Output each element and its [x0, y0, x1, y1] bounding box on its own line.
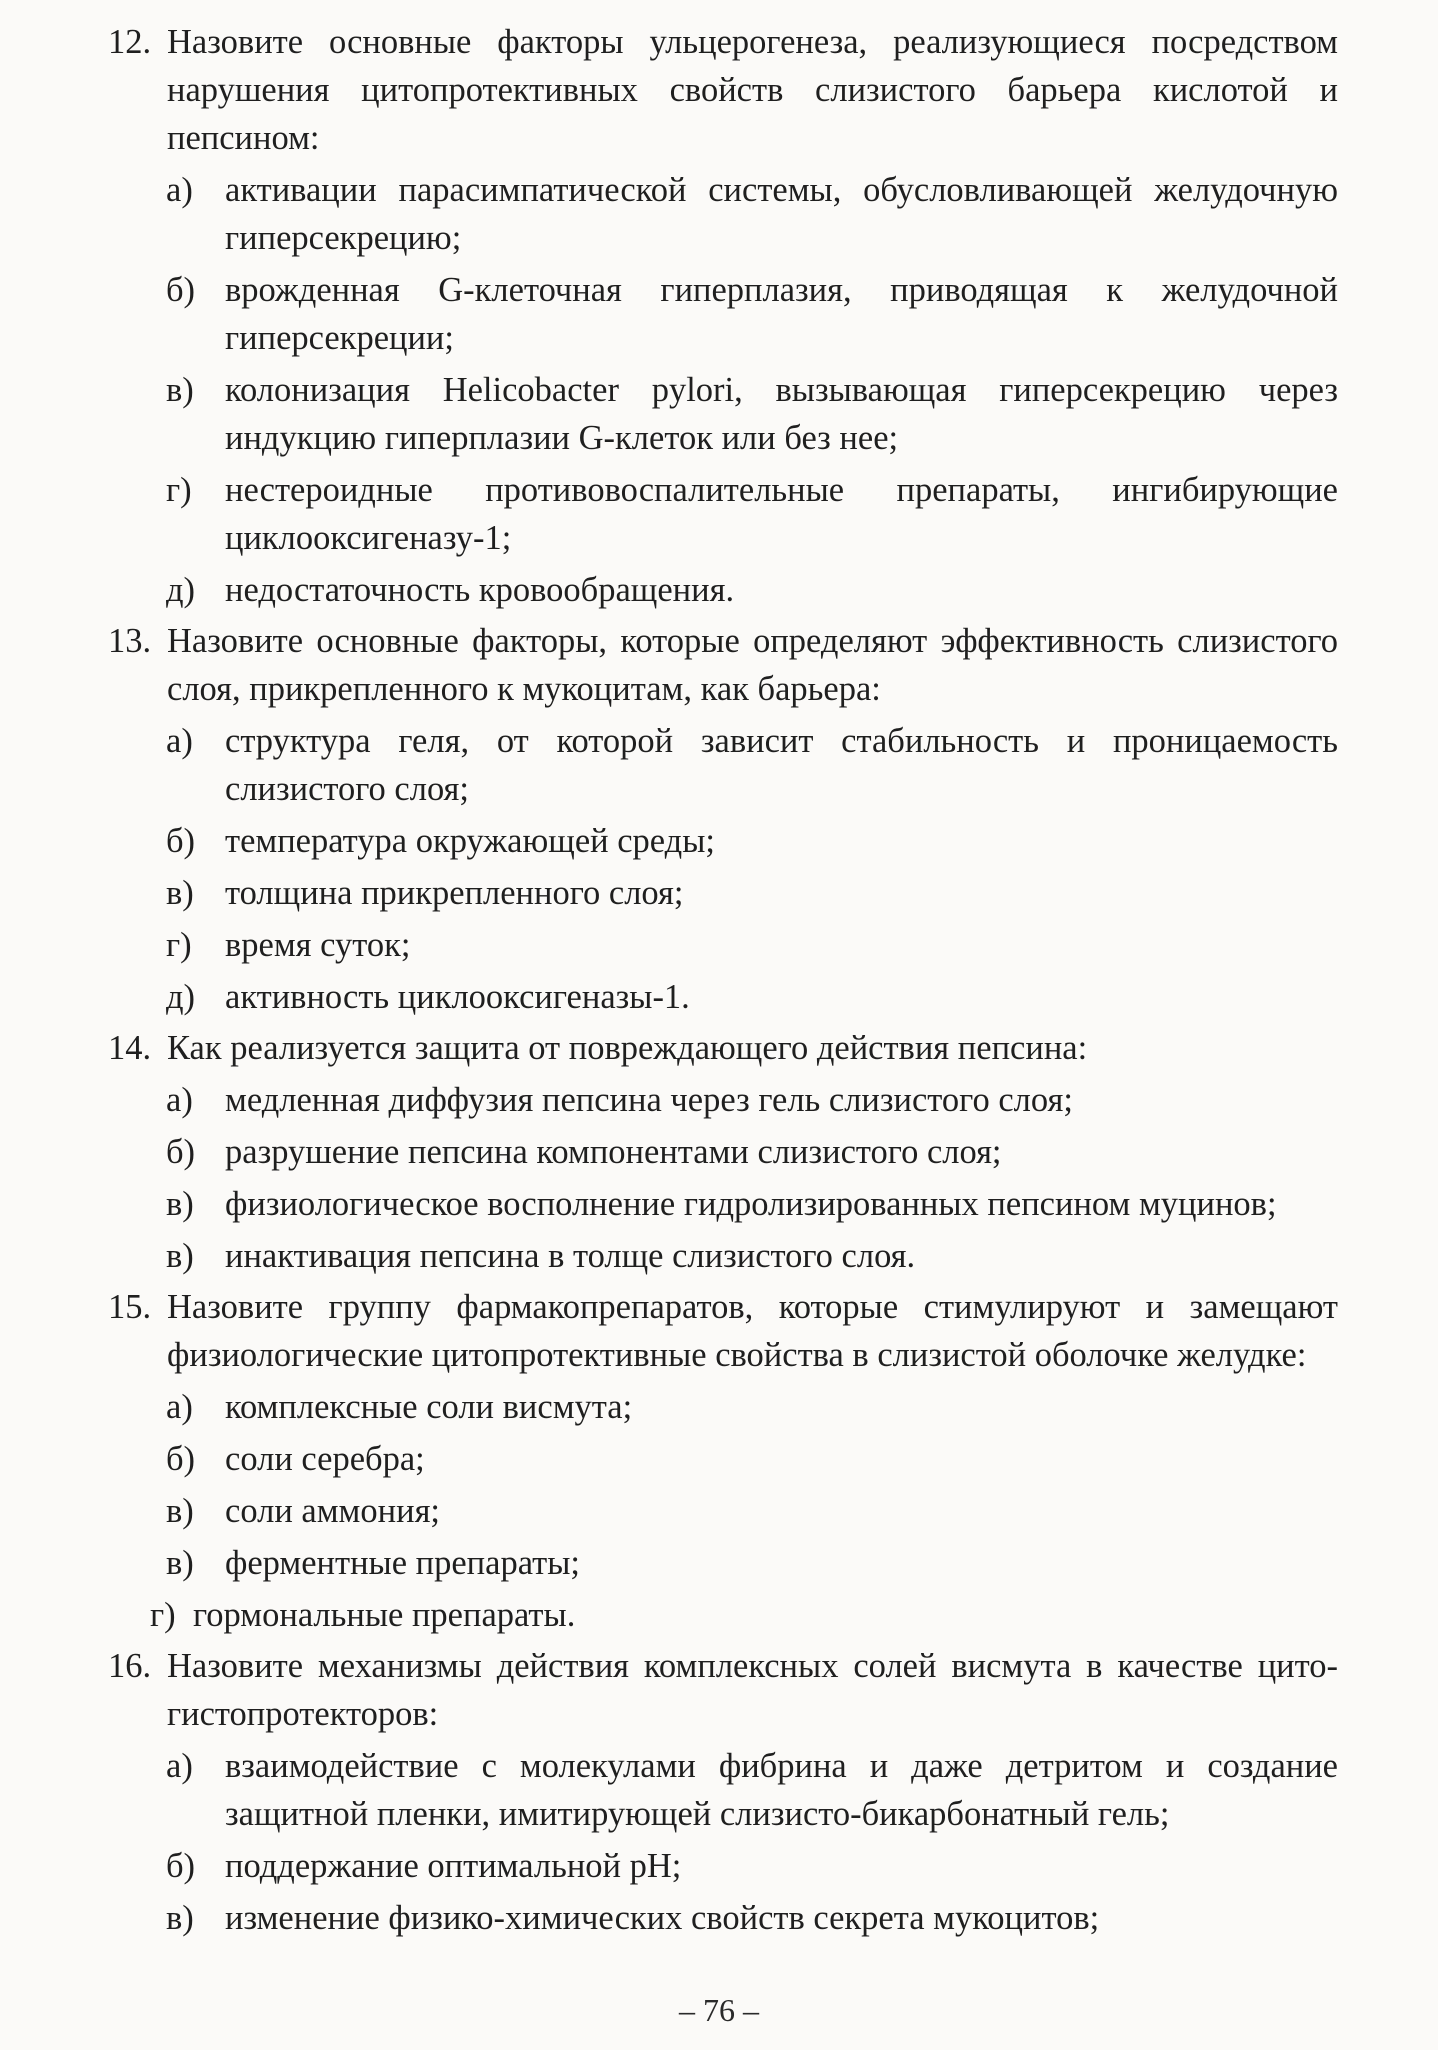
option-text: нестероидные противовоспалительные препараты, ингибирующие циклооксигеназу-1;	[225, 471, 1338, 557]
answer-option	[108, 466, 1338, 562]
option-text: комплексные соли висмута;	[225, 1388, 633, 1426]
answer-option	[108, 1742, 1338, 1838]
document-page	[108, 18, 1338, 2008]
question-number: 14.	[108, 1029, 152, 1067]
answer-option	[108, 1842, 1338, 1890]
page-number: – 76 –	[679, 1992, 759, 2028]
option-letter: д)	[166, 571, 196, 609]
answer-option	[108, 1539, 1338, 1587]
question-text: Назовите механизмы действия комплексных солей висмута в качестве цито-гистопротекторов:	[167, 1647, 1338, 1733]
question-16	[108, 1642, 1338, 1942]
answer-option	[108, 166, 1338, 262]
option-letter: а)	[166, 1388, 193, 1426]
option-letter: д)	[166, 978, 196, 1016]
option-text: врожденная G-клеточная гиперплазия, приводящая к желудочной гиперсекреции;	[225, 271, 1338, 357]
option-text: температура окружающей среды;	[225, 822, 715, 860]
option-letter: в)	[166, 1899, 194, 1937]
answer-option	[108, 366, 1338, 462]
answer-option	[108, 266, 1338, 362]
option-letter: а)	[166, 171, 193, 209]
answer-option	[108, 1591, 1338, 1639]
option-letter: в)	[166, 874, 194, 912]
answer-option	[108, 1076, 1338, 1124]
option-letter: б)	[166, 1847, 196, 1885]
option-text: медленная диффузия пепсина через гель слизистого слоя;	[225, 1081, 1073, 1119]
option-letter: в)	[166, 1492, 194, 1530]
option-letter: в)	[166, 1237, 194, 1275]
option-text: структура геля, от которой зависит стабильность и проницаемость слизистого слоя;	[225, 722, 1338, 808]
answer-option	[108, 1180, 1338, 1228]
answer-options	[108, 1742, 1338, 1942]
question-number: 12.	[108, 23, 152, 61]
option-text: разрушение пепсина компонентами слизистого слоя;	[225, 1133, 1002, 1171]
answer-option	[108, 921, 1338, 969]
question-text: Назовите основные факторы ульцерогенеза, реализующиеся посредством нарушения цитопротективных свойств слизистого барьера кислотой и пепсином:	[167, 23, 1338, 157]
option-text: соли аммония;	[225, 1492, 441, 1530]
answer-option	[108, 1383, 1338, 1431]
option-text: ферментные препараты;	[225, 1544, 580, 1582]
option-text: время суток;	[225, 926, 411, 964]
answer-options	[108, 1383, 1338, 1639]
option-letter: б)	[166, 822, 196, 860]
answer-option	[108, 717, 1338, 813]
answer-option	[108, 869, 1338, 917]
option-letter: б)	[166, 1133, 196, 1171]
question-14	[108, 1024, 1338, 1280]
option-letter: г)	[166, 926, 192, 964]
option-text: колонизация Helicobacter pylori, вызывающая гиперсекрецию через индукцию гиперплазии G-клеток или без нее;	[225, 371, 1338, 457]
option-text: физиологическое восполнение гидролизированных пепсином муцинов;	[225, 1185, 1277, 1223]
question-text: Назовите группу фармакопрепаратов, которые стимулируют и замещают физиологические цитопротективные свойства в слизистой оболочке желудке:	[167, 1288, 1338, 1374]
option-text: гормональные препараты.	[193, 1596, 576, 1634]
option-letter: г)	[166, 471, 192, 509]
answer-option	[108, 817, 1338, 865]
question-number: 16.	[108, 1647, 152, 1685]
answer-option	[108, 1487, 1338, 1535]
question-text: Назовите основные факторы, которые определяют эффективность слизистого слоя, прикрепленного к мукоцитам, как барьера:	[167, 622, 1338, 708]
option-text: взаимодействие с молекулами фибрина и даже детритом и создание защитной пленки, имитирующей слизисто-бикарбонатный гель;	[225, 1747, 1338, 1833]
answer-options	[108, 1076, 1338, 1280]
answer-option	[108, 1435, 1338, 1483]
answer-option	[108, 973, 1338, 1021]
question-number: 15.	[108, 1288, 152, 1326]
option-letter: в)	[166, 1544, 194, 1582]
answer-option	[108, 566, 1338, 614]
answer-option	[108, 1232, 1338, 1280]
option-text: толщина прикрепленного слоя;	[225, 874, 684, 912]
option-letter: а)	[166, 1747, 193, 1785]
option-text: активность циклооксигеназы-1.	[225, 978, 690, 1016]
answer-options	[108, 717, 1338, 1021]
option-text: поддержание оптимальной pH;	[225, 1847, 682, 1885]
option-letter: б)	[166, 1440, 196, 1478]
question-text: Как реализуется защита от повреждающего действия пепсина:	[167, 1029, 1088, 1067]
option-letter: в)	[166, 1185, 194, 1223]
answer-option	[108, 1894, 1338, 1942]
option-text: соли серебра;	[225, 1440, 425, 1478]
option-letter: в)	[166, 371, 194, 409]
answer-option	[108, 1128, 1338, 1176]
question-15	[108, 1283, 1338, 1639]
option-letter: а)	[166, 722, 193, 760]
option-text: изменение физико-химических свойств секрета мукоцитов;	[225, 1899, 1100, 1937]
answer-options	[108, 166, 1338, 614]
question-13	[108, 617, 1338, 1021]
option-letter: а)	[166, 1081, 193, 1119]
option-text: инактивация пепсина в толще слизистого слоя.	[225, 1237, 916, 1275]
question-12	[108, 18, 1338, 614]
option-text: недостаточность кровообращения.	[225, 571, 735, 609]
option-text: активации парасимпатической системы, обусловливающей желудочную гиперсекрецию;	[225, 171, 1338, 257]
question-number: 13.	[108, 622, 152, 660]
option-letter: г)	[150, 1596, 176, 1634]
option-letter: б)	[166, 271, 196, 309]
